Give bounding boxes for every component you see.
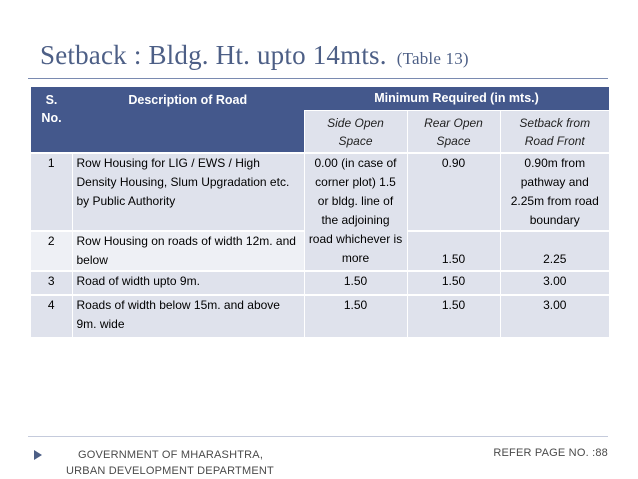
header-row bbox=[31, 87, 609, 111]
col-header-sno: S. No. bbox=[31, 87, 72, 153]
cell-road-front-setback: 2.25 bbox=[500, 231, 609, 271]
cell-side-open-space: 1.50 bbox=[304, 295, 407, 337]
cell-rear-open-space: 0.90 bbox=[407, 153, 500, 231]
cell-sno: 3 bbox=[31, 271, 72, 295]
col-header-road-front-setback: Setback from Road Front bbox=[500, 111, 609, 154]
col-header-side-open-space: Side Open Space bbox=[304, 111, 407, 154]
cell-rear-open-space: 1.50 bbox=[407, 231, 500, 271]
cell-description: Roads of width below 15m. and above 9m. wide bbox=[72, 295, 304, 337]
cell-description: Row Housing for LIG / EWS / High Density Housing, Slum Upgradation etc. by Public Authority bbox=[72, 153, 304, 231]
table-row bbox=[31, 295, 609, 337]
col-header-description: Description of Road bbox=[72, 87, 304, 153]
cell-rear-open-space: 1.50 bbox=[407, 295, 500, 337]
table-row bbox=[31, 271, 609, 295]
footer-organization bbox=[66, 447, 274, 479]
cell-sno: 1 bbox=[31, 153, 72, 231]
setback-table bbox=[31, 87, 609, 337]
cell-sno: 4 bbox=[31, 295, 72, 337]
cell-description: Row Housing on roads of width 12m. and below bbox=[72, 231, 304, 271]
footer-divider bbox=[28, 436, 608, 437]
footer-org-line2: URBAN DEVELOPMENT DEPARTMENT bbox=[66, 465, 274, 477]
cell-road-front-setback: 3.00 bbox=[500, 271, 609, 295]
title-table-ref: (Table 13) bbox=[396, 49, 469, 68]
footer-page-reference: REFER PAGE NO. :88 bbox=[493, 447, 608, 459]
cell-sno: 2 bbox=[31, 231, 72, 271]
cell-side-open-space-merged: 0.00 (in case of corner plot) 1.5 or bldg. line of the adjoining road whichever is more bbox=[304, 153, 407, 271]
col-header-min-required: Minimum Required (in mts.) bbox=[304, 87, 609, 111]
title-main: Setback : Bldg. Ht. upto 14mts. bbox=[40, 40, 387, 70]
slide-title bbox=[40, 40, 469, 71]
cell-road-front-setback: 3.00 bbox=[500, 295, 609, 337]
footer-org-line1: GOVERNMENT OF MHARASHTRA, bbox=[78, 449, 264, 461]
bullet-arrow-icon bbox=[34, 450, 42, 460]
col-header-rear-open-space: Rear Open Space bbox=[407, 111, 500, 154]
cell-rear-open-space: 1.50 bbox=[407, 271, 500, 295]
cell-side-open-space: 1.50 bbox=[304, 271, 407, 295]
cell-road-front-setback: 0.90m from pathway and 2.25m from road boundary bbox=[500, 153, 609, 231]
title-underline bbox=[28, 78, 608, 79]
table-row bbox=[31, 153, 609, 231]
cell-description: Road of width upto 9m. bbox=[72, 271, 304, 295]
